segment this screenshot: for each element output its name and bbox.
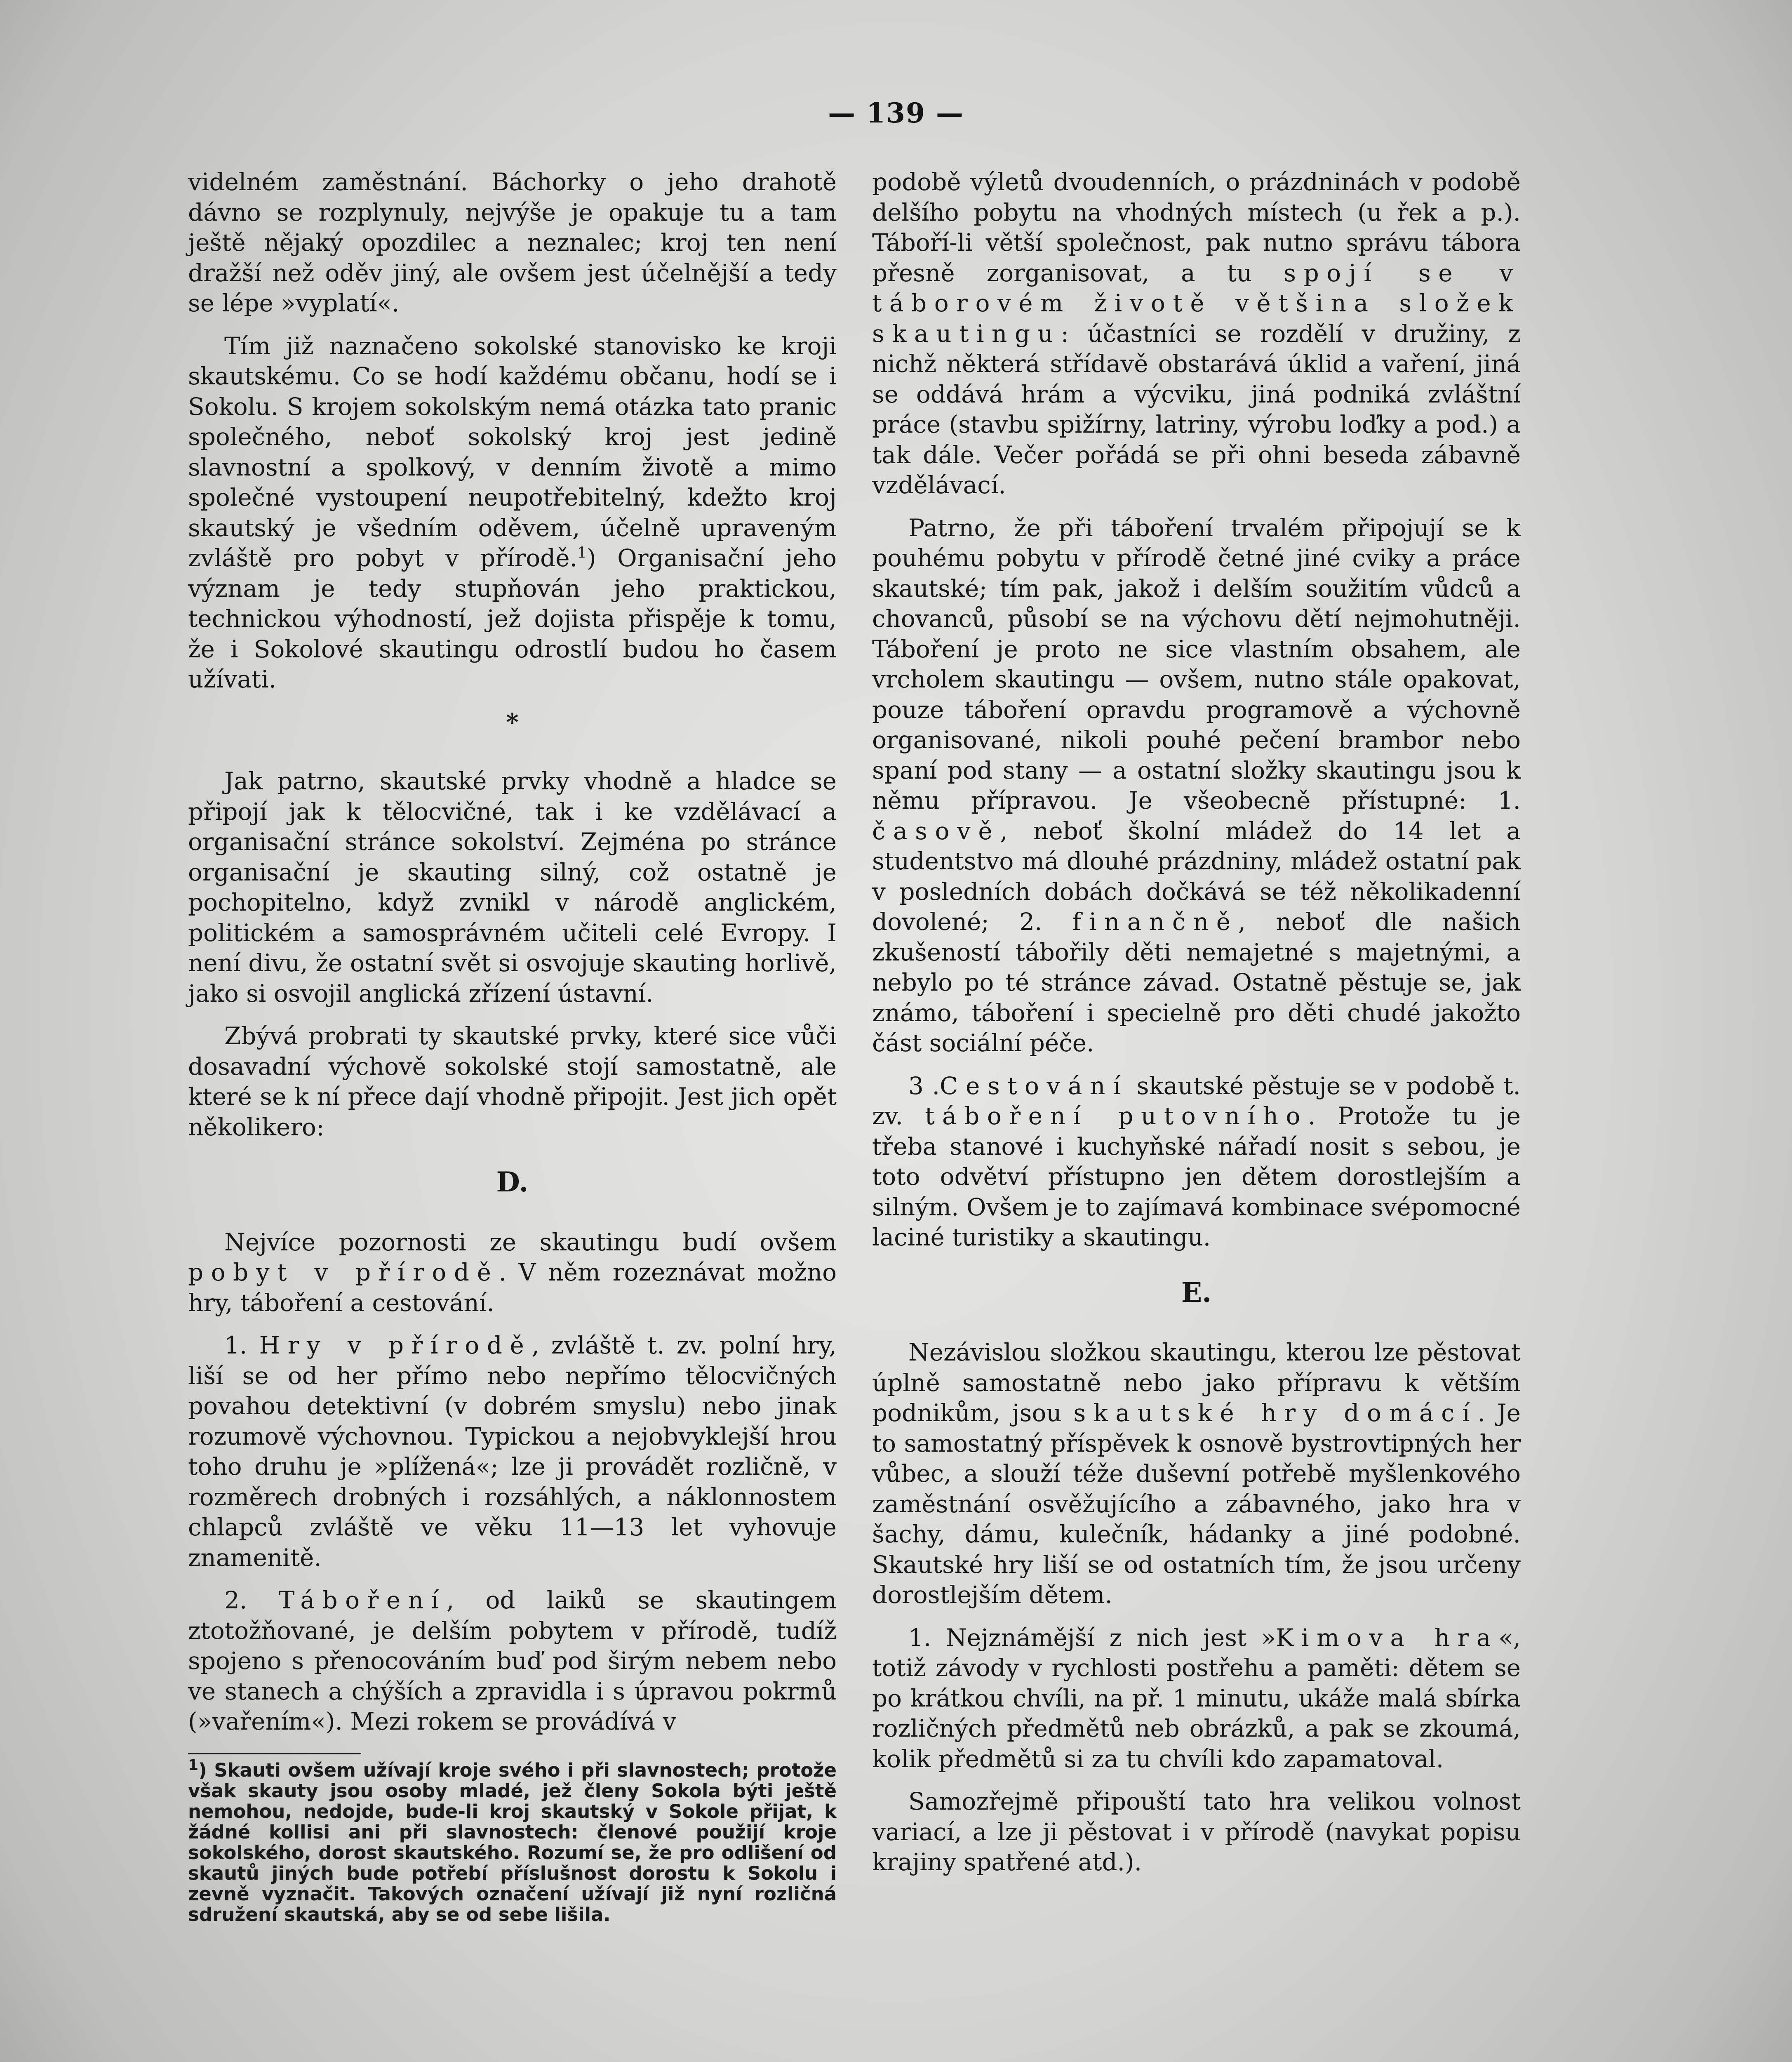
paragraph-text: Patrno, že při táboření trvalém připojují se k pouhému pobytu v přírodě četné jiné cviky a práce skautské; tím pak, jakož i delším soužitím vůdců a chovanců, působí se na výchovu dětí nejmohutněji. Táboření je proto ne sice vlastním obsahem, ale vrcholem skautingu — ovšem, nutno stále opakovat, pouze táboření opravdu programově a výchovně organisované, nikoli pouhé pečení brambor nebo spaní pod stany — a ostatní složky skautingu jsou k němu přípravou. Je všeobecně přístupné: 1. — [872, 513, 1521, 814]
paragraph — [872, 167, 1521, 501]
spaced-emphasis: skautské hry domácí — [1073, 1399, 1478, 1427]
left-column — [188, 167, 837, 1937]
paragraph — [872, 1787, 1521, 1878]
section-heading-e: E. — [1181, 1276, 1212, 1309]
paragraph-text: 1. — [224, 1331, 259, 1359]
paragraph — [872, 1623, 1521, 1775]
paragraph-text: Jak patrno, skautské prvky vhodně a hladce se připojí jak k tělocvičné, tak i ke vzdělávací a organisační stránce sokolství. Zejména po stránce organisační je skauting silný, což ostatně je pochopitelno, když zvnikl v národě anglickém, politickém a samosprávném učiteli celé Evropy. I není divu, že ostatní svět si osvojuje skauting horlivě, jako si osvojil anglická zřízení ústavní. — [188, 767, 837, 1007]
paragraph-text: 3 . — [908, 1071, 940, 1100]
right-column — [872, 167, 1521, 1890]
footnote-marker: 1 — [188, 1756, 199, 1774]
paragraph-text: : účastníci se rozdělí v družiny, z nichž některá střídavě obstarává úklid a vaření, jiná se oddává hrám a výcviku, jiná podniká zvláštní práce (stavbu spižírny, latriny, výrobu loďky a pod.) a tak dále. Večer pořádá se při ohni beseda zábavně vzdělávací. — [872, 319, 1521, 499]
paragraph — [188, 1585, 837, 1737]
spaced-emphasis: finančně — [1072, 908, 1238, 936]
spaced-emphasis: spojí se v táborovém životě většina složek skautingu — [872, 259, 1521, 348]
paragraph-text: skautské pěstuje se v podobě t. zv. — [872, 1071, 1521, 1130]
spaced-emphasis: časově — [872, 817, 1000, 845]
paragraph — [872, 1337, 1521, 1610]
paragraph — [872, 513, 1521, 1059]
section-separator: * — [506, 708, 519, 736]
spaced-emphasis: Hry v přírodě — [259, 1331, 532, 1359]
paragraph-text: Nejvíce pozornosti ze skautingu budí ovšem — [224, 1228, 837, 1256]
paragraph-text: Zbývá probrati ty skautské prvky, které sice vůči dosavadní výchově sokolské stojí samostatně, ale které se k ní přece dají vhodně připojit. Jest jich opět několikero: — [188, 1022, 837, 1141]
paragraph-text: Tím již naznačeno sokolské stanovisko ke kroji skautskému. Co se hodí každému občanu, hodí se i Sokolu. S krojem sokolským nemá otázka tato pranic společného, neboť sokolský kroj jest jedině slavnostní a spolkový, v denním životě a mimo společné vystoupení neupotřebitelný, kdežto kroj skautský je všedním oděvem, účelně upraveným zvláště pro pobyt v přírodě. — [188, 332, 837, 572]
spaced-emphasis: Táboření — [278, 1586, 447, 1614]
paragraph-text: «, totiž závody v rychlosti postřehu a paměti: dětem se po krátkou chvíli, na př. 1 minutu, ukáže malá sbírka rozličných předmětů neb obrázků, a pak se zkoumá, kolik předmětů si za tu chvíli kdo zapamatoval. — [872, 1623, 1521, 1773]
section-heading-d: D. — [496, 1166, 529, 1198]
footnote-reference: 1 — [577, 544, 587, 562]
paragraph-text: 1. Nejznámější z nich jest » — [908, 1623, 1276, 1652]
paragraph — [188, 167, 837, 319]
paragraph-text: . V něm rozeznávat možno hry, táboření a cestování. — [188, 1258, 837, 1317]
paragraph-text: Samozřejmě připouští tato hra velikou volnost variací, a lze ji pěstovat i v přírodě (navykat popisu krajiny spatřené atd.). — [872, 1787, 1521, 1876]
paragraph-text: podobě výletů dvoudenních, o prázdninách v podobě delšího pobytu na vhodných místech (u řek a p.). Táboří-li větší společnost, pak nutno správu tábora přesně zorganisovat, a tu — [872, 168, 1521, 287]
page-number: — 139 — — [828, 97, 964, 129]
paragraph-text: Nezávislou složkou skautingu, kterou lze pěstovat úplně samostatně nebo jako přípravu k větším podnikům, jsou — [872, 1338, 1521, 1427]
paragraph — [188, 1021, 837, 1142]
paragraph-text: , od laiků se skautingem ztotožňované, je delším pobytem v přírodě, tudíž spojeno s přenocováním buď pod širým nebem nebo ve stanech a chýších a zpravidla i s úpravou pokrmů (»vařením«). Mezi rokem se provádívá v — [188, 1586, 837, 1735]
paragraph-text: , neboť dle našich zkušeností tábořily děti nemajetné s majetnými, a nebylo po té stránce závad. Ostatně pěstuje se, jak známo, táboření i specielně pro děti chudé jakožto část sociální péče. — [872, 908, 1521, 1057]
footnote — [188, 1756, 837, 1925]
paragraph-text: ) Organisační jeho význam je tedy stupňován jeho praktickou, technickou výhodností, jež dojista přispěje k tomu, že i Sokolové skautingu odrostlí budou ho časem užívati. — [188, 544, 837, 693]
paragraph — [188, 331, 837, 695]
paragraph — [188, 1330, 837, 1573]
spaced-emphasis: Cestování — [940, 1071, 1129, 1100]
paragraph-text: , zvláště t. zv. polní hry, liší se od her přímo nebo nepřímo tělocvičných povahou detektivní (v dobrém smyslu) nebo jinak rozumově výchovnou. Typickou a nejobvyklejší hrou toho druhu je »plížená«; lze ji provádět rozličně, v rozměrech drobných i rozsáhlých, a náklonnostem chlapců zvláště ve věku 11—13 let vyhovuje znamenitě. — [188, 1331, 837, 1572]
spaced-emphasis: táboření putovního — [925, 1102, 1308, 1130]
paragraph-text: videlném zaměstnání. Báchorky o jeho drahotě dávno se rozplynuly, nejvýše je opakuje tu a tam ještě nějaký opozdilec a neznalec; kroj ten není dražší než oděv jiný, ale ovšem jest účelnější a tedy se lépe »vyplatí«. — [188, 168, 837, 317]
paragraph — [188, 766, 837, 1009]
paragraph-text: , neboť školní mládež do 14 let a studentstvo má dlouhé prázdniny, mládež ostatní pak v posledních dobách dočkává se též několikadenní dovolené; 2. — [872, 817, 1521, 936]
footnote-divider — [188, 1753, 361, 1754]
paragraph-text: 2. — [224, 1586, 279, 1614]
footnote-text: ) Skauti ovšem užívají kroje svého i při slavnostech; protože však skauty jsou osoby mladé, jež členy Sokola býti ještě nemohou, nedojde, bude-li kroj skautský v Sokole přijat, k žádné kollisi ani při slavnostech: členové použijí kroje sokolského, dorost skautského. Rozumí se, že pro odlišení od skautů jiných bude potřebí příslušnost dorostu k Sokolu i zevně vyznačit. Takových označení užívají již nyní rozličná sdružení skautská, aby se od sebe lišila. — [188, 1759, 837, 1925]
paragraph-text: . Protože tu je třeba stanové i kuchyňské nářadí nosit s sebou, je toto odvětví přístupno jen dětem dorostlejším a silným. Ovšem je to zajímavá kombinace svépomocné laciné turistiky a skautingu. — [872, 1102, 1521, 1251]
spaced-emphasis: pobyt v přírodě — [188, 1258, 499, 1286]
paragraph — [872, 1071, 1521, 1253]
paragraph — [188, 1227, 837, 1318]
spaced-emphasis: Kimova hra — [1276, 1623, 1499, 1652]
paragraph-text: . Je to samostatný příspěvek k osnově bystrovtipných her vůbec, a slouží téže duševní potřebě myšlenkového zaměstnání osvěžujícího a zábavného, jako hra v šachy, dámu, kulečník, hádanky a jiné podobné. Skautské hry liší se od ostatních tím, že jsou určeny dorostlejším dětem. — [872, 1399, 1521, 1609]
